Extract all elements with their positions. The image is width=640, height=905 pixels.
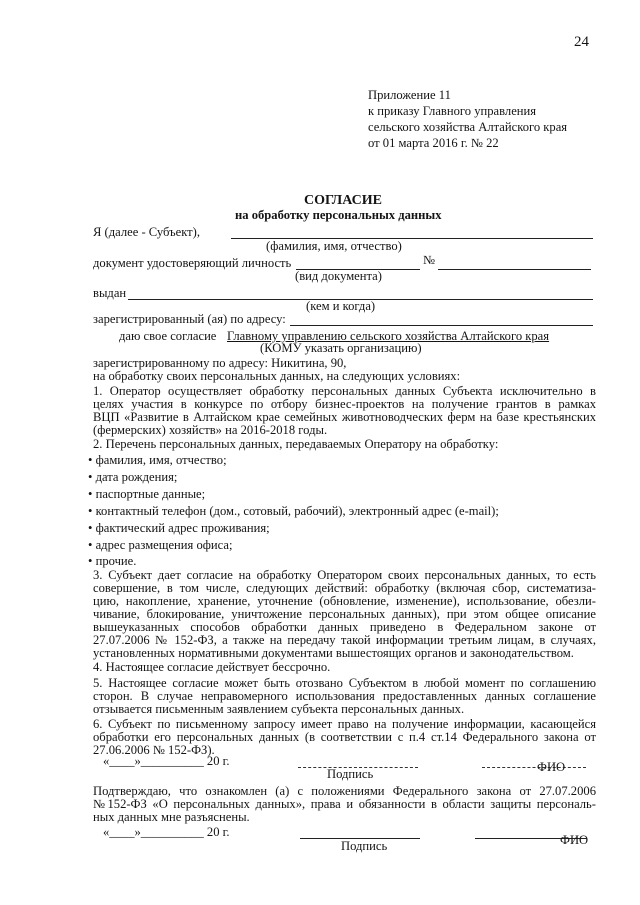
paragraph-1-line: ВЦП «Развитие в Алтайском крае семейных животноводческих ферм на базе крестьянских bbox=[93, 410, 596, 424]
bullet-icon: • bbox=[88, 504, 93, 518]
paragraph-3-line: 3. Субъект дает согласие на обработку Оператором своих персональных данных, то есть bbox=[93, 568, 596, 582]
appendix-line-1: Приложение 11 bbox=[368, 88, 451, 102]
registration-label: зарегистрированный (ая) по адресу: bbox=[93, 312, 286, 326]
paragraph-6-line: обработки его персональных данных (в соответствии с п.4 ст.14 Федерального закона от bbox=[93, 730, 596, 744]
issued-label: выдан bbox=[93, 286, 127, 300]
bullet-icon: • bbox=[88, 470, 93, 484]
paragraph-6-line: 6. Субъект по письменному запросу имеет право на получение информации, касающейся bbox=[93, 717, 596, 731]
paragraph-1-line: целях участия в конкурсе по отбору бизнес-проектов на получение грантов в рамках bbox=[93, 397, 596, 411]
list-item bbox=[88, 454, 227, 467]
paragraph-3-line: цию, накопление, хранение, уточнение (обновление, изменение), использование, обезли- bbox=[93, 594, 596, 608]
bullet-icon: • bbox=[88, 487, 93, 501]
bullet-icon: • bbox=[88, 538, 93, 552]
paragraph-1-line: (фермерских) хозяйств» на 2016-2018 годы. bbox=[93, 423, 328, 437]
bullet-icon: • bbox=[88, 554, 93, 568]
paragraph-3-line: вышеуказанных способов обработки данных приведено в Федеральном законе от bbox=[93, 620, 596, 634]
organization-hint: (КОМУ указать организацию) bbox=[260, 341, 422, 355]
confirmation-line: Подтверждаю, что ознакомлен (а) с положениями Федерального закона от 27.07.2006 bbox=[93, 784, 596, 798]
list-item-text: прочие. bbox=[95, 554, 137, 568]
fio-field-1[interactable] bbox=[482, 767, 586, 768]
list-item bbox=[88, 488, 205, 501]
list-item bbox=[88, 539, 233, 552]
signature-label-2: Подпись bbox=[341, 839, 388, 853]
list-item-text: адрес размещения офиса; bbox=[95, 538, 233, 552]
paragraph-3-line: установленных нормативными документами вышестоящих органов и законодательством. bbox=[93, 646, 574, 660]
confirmation-line: №152-ФЗ «О персональных данных», права и обязанности в области защиты персональ- bbox=[93, 797, 596, 811]
fio-label-1: ФИО bbox=[537, 760, 566, 774]
paragraph-3-line: 27.07.2006 № 152-ФЗ, а также на передачу такой информации третьим лицам, в случаях, bbox=[93, 633, 596, 647]
subject-label: Я (далее - Субъект), bbox=[93, 225, 201, 239]
fio-label-2: ФИО bbox=[560, 833, 589, 847]
document-title: СОГЛАСИЕ bbox=[304, 193, 382, 208]
organization-address: зарегистрированному по адресу: Никитина, 90, bbox=[93, 356, 347, 370]
issued-hint: (кем и когда) bbox=[306, 299, 376, 313]
paragraph-4: 4. Настоящее согласие действует бессрочно. bbox=[93, 660, 331, 674]
paragraph-5-line: отзывается письменным заявлением субъекта персональных данных. bbox=[93, 702, 465, 716]
sign-date-2[interactable]: «____»__________ 20 г. bbox=[103, 825, 230, 839]
paragraph-5-line: 5. Настоящее согласие может быть отозвано Субъектом в любой момент по соглашению bbox=[93, 676, 596, 690]
bullet-icon: • bbox=[88, 453, 93, 467]
paragraph-5-line: сторон. В случае неправомерного использования предоставленных данных соглашение bbox=[93, 689, 596, 703]
list-item bbox=[88, 555, 136, 568]
appendix-line-3: сельского хозяйства Алтайского края bbox=[368, 120, 568, 134]
document-number-sign: № bbox=[423, 253, 436, 267]
list-item bbox=[88, 471, 177, 484]
paragraph-3-line: совершение, в том числе, следующих действий: обработку (включая сбор, систематиза- bbox=[93, 581, 596, 595]
document-subtitle: на обработку персональных данных bbox=[235, 208, 442, 222]
document-number-field[interactable] bbox=[438, 269, 591, 270]
document-hint: (вид документа) bbox=[295, 269, 382, 283]
registration-address-field[interactable] bbox=[290, 325, 593, 326]
paragraph-3-line: чивание, блокирование, уничтожение персональных данных), при этом общее описание bbox=[93, 607, 596, 621]
page-number: 24 bbox=[574, 34, 589, 50]
list-item-text: фактический адрес проживания; bbox=[95, 521, 270, 535]
list-item-text: паспортные данные; bbox=[95, 487, 206, 501]
confirmation-line: ных данных мне разъяснены. bbox=[93, 810, 250, 824]
appendix-line-2: к приказу Главного управления bbox=[368, 104, 537, 118]
paragraph-2-heading: 2. Перечень персональных данных, передаваемых Оператору на обработку: bbox=[93, 437, 499, 451]
paragraph-1-line: 1. Оператор осуществляет обработку персональных данных Субъекта исключительно в bbox=[93, 384, 596, 398]
conditions-intro: на обработку своих персональных данных, на следующих условиях: bbox=[93, 369, 461, 383]
bullet-icon: • bbox=[88, 521, 93, 535]
consent-organization: Главному управлению сельского хозяйства Алтайского края bbox=[227, 329, 550, 343]
paragraph-6-line: 27.06.2006 № 152-ФЗ). bbox=[93, 743, 215, 757]
list-item-text: фамилия, имя, отчество; bbox=[95, 453, 227, 467]
signature-label-1: Подпись bbox=[327, 767, 374, 781]
subject-hint: (фамилия, имя, отчество) bbox=[266, 239, 402, 253]
document-label: документ удостоверяющий личность bbox=[93, 256, 292, 270]
list-item bbox=[88, 522, 270, 535]
list-item-text: контактный телефон (дом., сотовый, рабочий), электронный адрес (e-mail); bbox=[95, 504, 499, 518]
sign-date-1[interactable]: «____»__________ 20 г. bbox=[103, 754, 230, 768]
consent-prefix: даю свое согласие bbox=[119, 329, 217, 343]
list-item bbox=[88, 505, 499, 518]
appendix-line-4: от 01 марта 2016 г. № 22 bbox=[368, 136, 499, 150]
list-item-text: дата рождения; bbox=[95, 470, 178, 484]
